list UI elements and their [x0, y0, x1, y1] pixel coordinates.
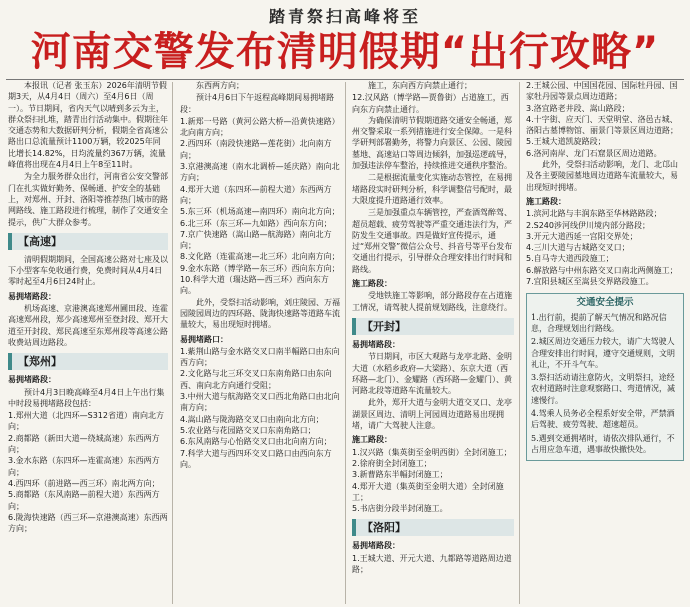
list-item: 5.自马寺大道西段施工；: [526, 254, 614, 264]
list-item: 1.滨河北路与丰润东路至华林路路段；: [526, 209, 662, 219]
list-item: 6.东风南路与心怡路交叉口由北向南方向；: [180, 437, 332, 447]
list-item: 1.汉兴路（集英街至金明西街）全封闭施工；: [352, 447, 512, 457]
list-item: 2.S240涉河线伊川境内部分路段；: [526, 220, 650, 230]
list-item: 6.陇海快速路（西三环—京港澳高速）东西两方向；: [8, 512, 168, 534]
list-item: 4.郑开大道（集英街至金明大道）全封闭施工；: [352, 481, 504, 502]
paragraph: 此外，受祭扫活动影响，刘庄陵园、万福园陵园周边的四环路、陇海快速路等道路车流量较大，易出现短时拥堵。: [180, 297, 340, 330]
paragraph: 节日期间，市区大观路与龙亭北路、金明大道（水稻乡政府—大梁路）、东京大道（西环路—北门）、金耀路（西环路—金耀门）、黄河路北段等道路车流量较大。: [352, 352, 512, 396]
safety-tip: 1.出行前，提前了解天气情况和路况信息，合理规划出行路线。: [531, 312, 667, 333]
list-item: 5.农业路与花园路交叉口东南角路口；: [180, 425, 316, 435]
list-item: 3.金水东路（东四环—连霍高速）东西两方向；: [8, 456, 160, 477]
list-item: 7.京广快速路（嵩山路—航海路）南向北方向；: [180, 229, 332, 251]
paragraph: 东西两方向；: [196, 81, 244, 90]
column-1: [8, 80, 168, 604]
list-item: 8.文化路（连霍高速—北三环）北向南方向；: [180, 252, 340, 262]
paragraph: 预计4月6日下午返程高峰期间易拥堵路段：: [180, 93, 335, 114]
subheading: 施工路段：: [526, 196, 566, 206]
section-heading: 【郑州】: [8, 353, 168, 370]
headline: 河南交警发布清明假期“出行攻略”: [30, 29, 660, 75]
list-item: 4.郑开大道（东四环—前程大道）东西两方向；: [180, 184, 332, 205]
list-item: 1.新郑一号路（黄河公路大桥—沿黄快速路）北向南方向；: [180, 116, 340, 138]
subheading: 施工路段：: [352, 435, 392, 445]
column-2: [180, 80, 340, 604]
list-item: 4.西四环（前进路—西三环）南北两方向；: [8, 478, 160, 488]
column-3: [352, 80, 514, 604]
subheading: 易拥堵路段：: [8, 375, 56, 385]
list-item: 3.中州大道与航海路交叉口西北角路口由北向南方向；: [180, 392, 340, 413]
safety-tip: 4.驾乘人员务必全程系好安全带，严禁酒后驾驶、疲劳驾驶、超速超员。: [531, 409, 675, 430]
paragraph: 机场高速、京港澳高速郑州圃田段、连霍高速郑州段，郑少高速郑州至登封段、郑开大道至开封段、郑民高速至东郑州段等高速公路收费站周边路段。: [8, 304, 168, 347]
subheading: 易拥堵路段：: [352, 339, 400, 349]
list-item: 1.郑州大道（北四环—S312省道）南向北方向；: [8, 411, 164, 432]
list-item: 2.西四环（南段快速路—莲花街）北向南方向；: [180, 139, 332, 160]
list-item: 4.三川大道与古城路交叉口；: [526, 243, 630, 253]
column-divider: [519, 82, 520, 604]
list-item: 9.金水东路（博学路—东三环）西向东方向；: [180, 263, 340, 273]
section-heading: 【高速】: [8, 233, 168, 250]
list-item: 2.徐府街全封闭施工；: [352, 458, 432, 468]
list-item: 2.王城公园、中国国花园、国际牡丹园、国家牡丹园等景点周边道路；: [526, 81, 678, 102]
subheading: 易拥堵路段：: [352, 541, 400, 551]
list-item: 6.北三环（东三环—九如路）西向东方向；: [180, 218, 332, 228]
list-item: 10.科学大道（瑞达路—西三环）西向东方向。: [180, 275, 329, 296]
list-item: 2.文化路与北三环交叉口东南角路口由东向西、南向北方向通行受阻；: [180, 369, 332, 390]
section-heading: 【开封】: [352, 318, 514, 335]
subheading: 施工路段：: [352, 279, 392, 289]
section-heading: 【洛阳】: [352, 519, 514, 536]
list-item: 1.紫荆山路与金水路交叉口南半幅路口由东向西方向；: [180, 346, 340, 368]
list-item: 7.科学大道与西四环交叉口路口由西向东方向。: [180, 448, 332, 469]
list-item: 1.王城大道、开元大道、九都路等道路周边道路；: [352, 553, 512, 574]
list-item: 6.洛河南岸、龙门石窟景区周边道路。: [526, 148, 662, 158]
paragraph: 此外，郑开大道与金明大道交叉口、龙亭湖景区周边、清明上河园周边道路易出现拥堵，请广大驾驶人注意。: [352, 398, 512, 431]
kicker: 踏青祭扫高峰将至: [268, 7, 421, 26]
list-item: 5.王城大道凯旋路段；: [526, 137, 606, 147]
paragraph: 清明假期期间，全国高速公路对七座及以下小型客车免收通行费，免费时间从4月4日零时起至4月6日24时止。: [8, 254, 168, 287]
paragraph: 此外，受祭扫活动影响，龙门、北邙山及各主要陵园墓地周边道路车流量较大，易出现短时拥堵。: [526, 160, 678, 192]
paragraph: 本报讯（记者 张玉东）2026年清明节假期3天，从4月4日（周六）至4月6日（周一）。节日期间，省内天气以晴到多云为主，群众祭扫扎堆，踏青出行活动集中。假期往年交通态势和大数据研判分析，假期全省高速公路出口总流量预计1100万辆，较2025年同比增长14.82%，日均流量约367万辆，流量峰值将出现在4月4日上午8至11时。: [8, 81, 168, 170]
paragraph: 受地铁施工等影响，部分路段存在占道施工情况，请驾驶人提前规划路线，注意绕行。: [352, 291, 512, 312]
column-divider: [345, 82, 346, 604]
paragraph: 预计4月3日晚高峰至4月4日上午出行集中时段易拥堵路段包括：: [8, 387, 165, 408]
list-item: 5.东三环（机场高速—南四环）南向北方向；: [180, 207, 340, 217]
paragraph: 为确保清明节假期道路交通安全畅通，郑州交警采取一系列措施进行安全保障。一是科学研判部署勤务，将警力向景区、公园、陵园墓地、高速站口等周边倾斜，加强巡逻疏导，加强违法停车整治，持续推进交通秩序整治。: [352, 115, 512, 171]
list-item: 2.商都路（新田大道—绕城高速）东西两方向；: [8, 433, 160, 455]
list-item: 5.商都路（东风南路—前程大道）东西两方向；: [8, 490, 160, 511]
subheading: 易拥堵路段：: [8, 291, 56, 301]
list-item: 7.宜阳县城区至嵩县交界路段施工。: [526, 277, 654, 287]
paragraph: 为全力服务群众出行，河南省公安交警部门在扎实做好勤务、保畅通、护安全的基础上，对郑州、开封、洛阳等推荐热门城市的路网路线、施工路段进行梳理，制作了交通安全提示，供广大群众参考。: [8, 172, 168, 227]
safety-tips-box: [526, 293, 684, 461]
safety-tip: 2.城区周边交通压力较大，请广大驾驶人合理安排出行时间，遵守交通规则，文明礼让，不开斗气车。: [531, 337, 675, 369]
column-divider: [172, 82, 173, 604]
paragraph: 施工，东向西方向禁止通行；: [368, 81, 472, 90]
list-item: 3.洛宜路老井段、嵩山路段；: [526, 103, 630, 113]
safety-tip: 3.祭扫活动请注意防火，文明祭扫，途经农村道路时注意观察路口、弯道情况，减速慢行。: [531, 373, 675, 405]
list-item: 3.开元大道西延一宫阳交界处；: [526, 231, 638, 241]
paragraph: 三是加强重点车辆管控，严查酒驾醉驾、超员超载、疲劳驾驶等严重交通违法行为，严防发生交通事故。四是做好宣传提示，通过“郑州交警”微信公众号、抖音号等平台发布交通出行提示，引导群众合理安排出行时间和路线。: [352, 208, 513, 274]
safety-tips-title: 交通安全提示: [576, 297, 634, 309]
list-item: 3.新曹路东半幅封闭施工；: [352, 470, 448, 480]
list-item: 6.解放路与中州东路交叉口南北两侧施工；: [526, 265, 678, 275]
list-item: 12.汉风路（博学路—贾鲁街）占道施工，西向东方向禁止通行。: [352, 93, 509, 114]
list-item: 3.京港澳高速（南水北调桥—延庆路）南向北方向；: [180, 162, 340, 183]
column-4: [526, 80, 684, 604]
paragraph: 二是根据流量变化实施动态管控，在易拥堵路段实时研判分析，科学调整信号配时，最大限度提升道路通行效率。: [352, 173, 512, 205]
list-item: 5.书店街分段半封闭施工。: [352, 504, 448, 514]
subheading: 易拥堵路口：: [180, 334, 228, 344]
safety-tip: 5.遇到交通拥堵时，请依次排队通行，不占用应急车道，遇事故快撤快处。: [531, 433, 675, 454]
list-item: 4.十字街、应天门、天堂明堂、洛邑古城、洛阳古墓博物馆、丽景门等景区周边道路；: [526, 114, 678, 136]
list-item: 4.嵩山路与陇海路交叉口由南向北方向；: [180, 414, 324, 424]
